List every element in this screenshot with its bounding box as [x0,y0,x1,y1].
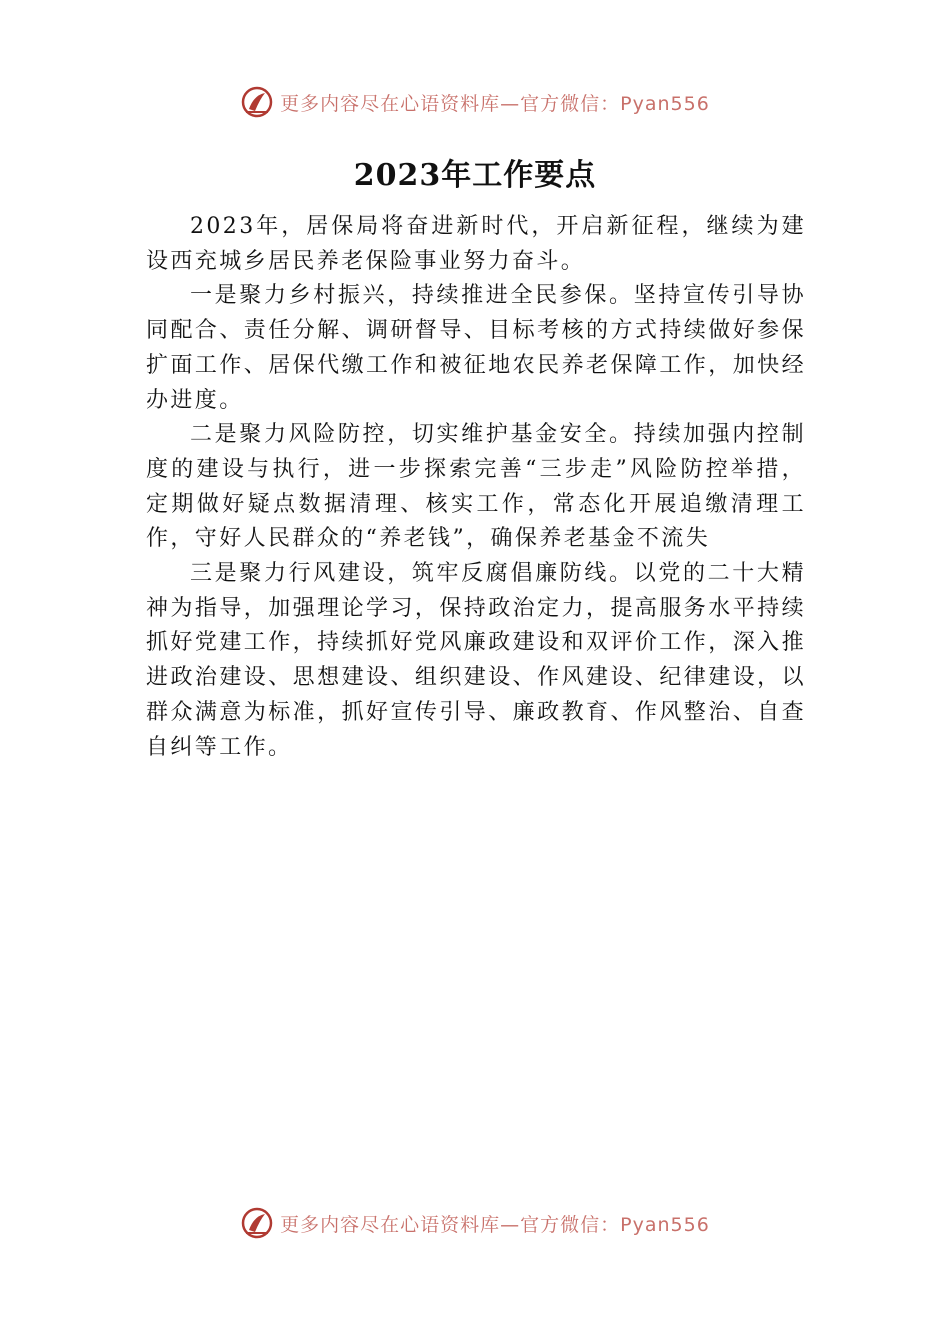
paragraph-point-three: 三是聚力行风建设，筑牢反腐倡廉防线。以党的二十大精神为指导，加强理论学习，保持政治定力，提高服务水平持续抓好党建工作，持续抓好党风廉政建设和双评价工作，深入推进政治建设、思想建设、组织建设、作风建设、纪律建设，以群众满意为标准，抓好宣传引导、廉政教育、作风整治、自查自纠等工作。 [146,561,806,760]
header-watermark-banner [0,82,950,122]
header-watermark-text: 更多内容尽在心语资料库—官方微信：Pyan556 [280,92,710,115]
paragraph-point-one: 一是聚力乡村振兴，持续推进全民参保。坚持宣传引导协同配合、责任分解、调研督导、目标考核的方式持续做好参保扩面工作、居保代缴工作和被征地农民养老保障工作，加快经办进度。 [146,283,806,413]
document-title: 2023年工作要点 [353,158,597,193]
pen-logo-icon [240,85,274,119]
footer-watermark-banner [0,1203,950,1243]
paragraph-intro: 2023年，居保局将奋进新时代，开启新征程，继续为建设西充城乡居民养老保险事业努力奋斗。 [146,214,806,274]
pen-logo-icon [240,1206,274,1240]
paragraph-point-two: 二是聚力风险防控，切实维护基金安全。持续加强内控制度的建设与执行，进一步探索完善“三步走”风险防控举措，定期做好疑点数据清理、核实工作，常态化开展追缴清理工作，守好人民群众的“养老钱”，确保养老基金不流失 [146,422,806,552]
footer-watermark-text: 更多内容尽在心语资料库—官方微信：Pyan556 [280,1213,710,1236]
document-body [146,210,806,765]
